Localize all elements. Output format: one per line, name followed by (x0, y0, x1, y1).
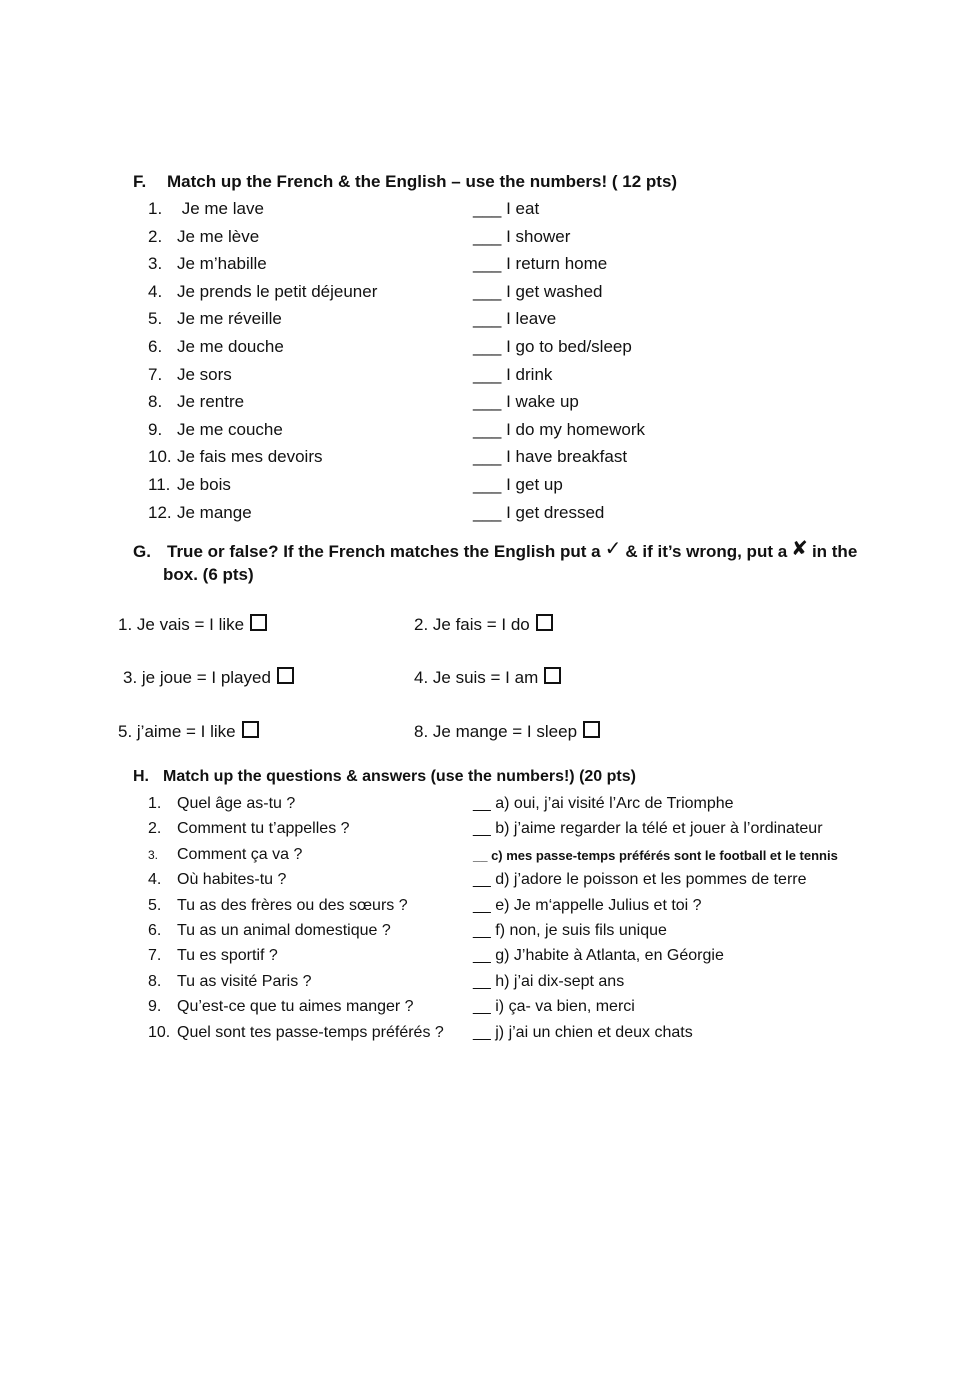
item-number: 7. (148, 947, 162, 965)
h-question-item (148, 1024, 444, 1042)
french-phrase: Je bois (177, 475, 231, 494)
item-number: 7. (148, 364, 163, 384)
french-phrase: Je me lève (177, 226, 260, 246)
h-answer-item (473, 795, 734, 813)
english-phrase: I drink (506, 364, 553, 384)
f-english-item (473, 392, 579, 412)
answer-text: __ e) Je m‘appelle Julius et toi ? (473, 896, 702, 914)
answer-checkbox[interactable] (544, 667, 561, 684)
item-number: 8. (148, 972, 162, 990)
section-g-heading (133, 536, 857, 562)
french-phrase: Je me lave (177, 199, 264, 218)
item-number: 2. (148, 226, 163, 246)
question-text: Où habites-tu ? (177, 871, 287, 889)
english-phrase: I leave (506, 309, 557, 329)
h-question-item (148, 846, 302, 864)
section-g-title-line2: box. (6 pts) (163, 565, 254, 584)
answer-text: __ f) non, je suis fils unique (473, 922, 667, 939)
item-number: 6. (148, 337, 163, 356)
tf-item-5 (118, 721, 259, 742)
english-phrase: I get up (506, 475, 563, 494)
answer-blank[interactable]: ___ (473, 226, 502, 246)
f-french-item (148, 309, 282, 329)
english-phrase: I return home (506, 254, 608, 274)
h-answer-item (473, 947, 724, 965)
item-number: 4. (148, 871, 162, 889)
h-question-item (148, 871, 286, 889)
answer-blank[interactable]: ___ (473, 392, 502, 412)
tf-item-text: 4. Je suis = I am (414, 668, 539, 687)
section-g-title-part3: in the (811, 542, 858, 561)
h-question-item (148, 973, 312, 991)
item-number: 9. (148, 419, 163, 439)
section-f-heading (133, 172, 677, 192)
h-question-item (148, 947, 278, 965)
answer-text: __ c) mes passe-temps préférés sont le football et le tennis (473, 847, 838, 863)
french-phrase: Je m’habille (177, 254, 267, 274)
question-text: Tu as visité Paris ? (177, 972, 312, 990)
question-text: Comment ça va ? (177, 845, 303, 863)
h-question-item (148, 922, 391, 940)
section-g-title-part2: & if it’s wrong, put a (625, 542, 788, 561)
answer-checkbox[interactable] (277, 667, 294, 684)
answer-text: __ a) oui, j’ai visité l’Arc de Triomphe (473, 795, 734, 812)
f-english-item (473, 475, 563, 495)
f-english-item (473, 199, 539, 219)
f-english-item (473, 282, 603, 302)
check-icon: ✓ (604, 538, 622, 560)
tf-item-2 (414, 614, 553, 635)
item-number: 12. (148, 502, 172, 522)
english-phrase: I go to bed/sleep (506, 337, 632, 356)
english-phrase: I wake up (506, 392, 579, 412)
question-text: Quel âge as-tu ? (177, 795, 296, 812)
english-phrase: I get washed (506, 281, 603, 301)
answer-checkbox[interactable] (242, 721, 259, 738)
h-answer-item (473, 973, 624, 991)
item-number: 8. (148, 392, 163, 412)
tf-item-text: 2. Je fais = I do (414, 615, 530, 634)
answer-blank[interactable]: ___ (473, 254, 502, 274)
f-french-item (148, 282, 377, 302)
answer-blank[interactable]: ___ (473, 447, 502, 467)
item-number: 3. (148, 254, 163, 274)
h-answer-item (473, 1024, 693, 1042)
answer-blank[interactable]: ___ (473, 419, 502, 439)
section-g-title-part1: True or false? If the French matches the English put a (167, 542, 601, 561)
section-f-letter: F. (133, 172, 147, 191)
french-phrase: Je me réveille (177, 309, 282, 329)
answer-checkbox[interactable] (536, 614, 553, 631)
h-answer-item (473, 871, 807, 889)
question-text: Qu’est-ce que tu aimes manger ? (177, 998, 414, 1016)
tf-item-4 (414, 667, 561, 688)
h-question-item (148, 897, 408, 915)
f-english-item (473, 227, 570, 247)
f-english-item (473, 365, 552, 385)
tf-item-text: 8. Je mange = I sleep (414, 722, 578, 741)
section-h-title: Match up the questions & answers (use the numbers!) (20 pts) (163, 768, 636, 785)
french-phrase: Je sors (177, 364, 232, 384)
answer-blank[interactable]: ___ (473, 337, 502, 356)
french-phrase: Je prends le petit déjeuner (177, 281, 378, 301)
f-french-item (148, 199, 264, 219)
h-answer-item (473, 998, 635, 1016)
f-french-item (148, 365, 232, 385)
f-english-item (473, 309, 556, 329)
h-question-item (148, 795, 295, 813)
f-english-item (473, 447, 627, 467)
english-phrase: I have breakfast (506, 447, 628, 467)
french-phrase: Je rentre (177, 392, 245, 412)
item-number: 10. (148, 1023, 171, 1041)
item-number: 11. (148, 475, 171, 494)
section-h-letter: H. (133, 768, 149, 785)
english-phrase: I get dressed (506, 502, 605, 522)
french-phrase: Je fais mes devoirs (177, 447, 323, 467)
f-french-item (148, 227, 259, 247)
answer-text: __ g) J’habite à Atlanta, en Géorgie (473, 947, 724, 965)
f-french-item (148, 447, 323, 467)
item-number: 6. (148, 922, 162, 939)
item-number: 10. (148, 447, 172, 467)
question-text: Tu es sportif ? (177, 947, 278, 965)
f-french-item (148, 503, 252, 523)
section-h-heading (133, 768, 636, 786)
h-answer-item (473, 848, 838, 863)
answer-blank[interactable]: ___ (473, 364, 502, 384)
item-number: 5. (148, 309, 163, 329)
item-number: 9. (148, 998, 162, 1016)
f-french-item (148, 475, 231, 495)
f-french-item (148, 420, 283, 440)
english-phrase: I do my homework (506, 419, 645, 439)
h-answer-item (473, 897, 702, 915)
tf-item-1 (118, 614, 267, 635)
question-text: Tu as un animal domestique ? (177, 922, 391, 939)
item-number: 5. (148, 896, 162, 914)
tf-item-3 (123, 667, 294, 688)
h-question-item (148, 820, 350, 838)
item-number: 2. (148, 820, 162, 838)
question-text: Quel sont tes passe-temps préférés ? (177, 1023, 444, 1041)
answer-blank[interactable]: ___ (473, 309, 502, 329)
item-number: 4. (148, 281, 163, 301)
answer-blank[interactable]: ___ (473, 502, 502, 522)
answer-blank[interactable]: ___ (473, 475, 502, 494)
item-number: 1. (148, 199, 163, 218)
section-f-title: Match up the French & the English – use the numbers! ( 12 pts) (167, 172, 678, 191)
tf-item-text: 5. j’aime = I like (118, 722, 236, 741)
answer-checkbox[interactable] (583, 721, 600, 738)
answer-text: __ d) j’adore le poisson et les pommes de terre (473, 871, 807, 889)
f-english-item (473, 337, 632, 357)
french-phrase: Je me douche (177, 337, 284, 356)
f-french-item (148, 392, 244, 412)
question-text: Tu as des frères ou des sœurs ? (177, 896, 408, 914)
answer-text: __ i) ça- va bien, merci (473, 998, 635, 1016)
french-phrase: Je me couche (177, 419, 283, 439)
f-french-item (148, 337, 284, 357)
answer-text: __ j) j’ai un chien et deux chats (473, 1023, 693, 1041)
item-number: 1. (148, 795, 162, 812)
h-answer-item (473, 922, 667, 940)
answer-text: __ b) j’aime regarder la télé et jouer à l’ordinateur (473, 820, 823, 838)
answer-blank[interactable]: ___ (473, 199, 502, 218)
english-phrase: I eat (506, 199, 540, 218)
tf-item-text: 1. Je vais = I like (118, 615, 245, 634)
h-answer-item (473, 820, 823, 838)
answer-checkbox[interactable] (250, 614, 267, 631)
cross-icon: ✘ (791, 538, 808, 560)
english-phrase: I shower (506, 226, 571, 246)
f-english-item (473, 420, 645, 440)
item-number: 3. (148, 847, 159, 862)
tf-item-text: 3. je joue = I played (123, 668, 271, 687)
answer-blank[interactable]: ___ (473, 281, 502, 301)
french-phrase: Je mange (177, 502, 252, 522)
f-english-item (473, 503, 604, 523)
tf-item-6 (414, 721, 600, 742)
question-text: Comment tu t’appelles ? (177, 820, 350, 838)
f-english-item (473, 254, 607, 274)
answer-text: __ h) j’ai dix-sept ans (473, 972, 625, 990)
f-french-item (148, 254, 267, 274)
section-g-letter: G. (133, 542, 151, 561)
h-question-item (148, 998, 414, 1016)
